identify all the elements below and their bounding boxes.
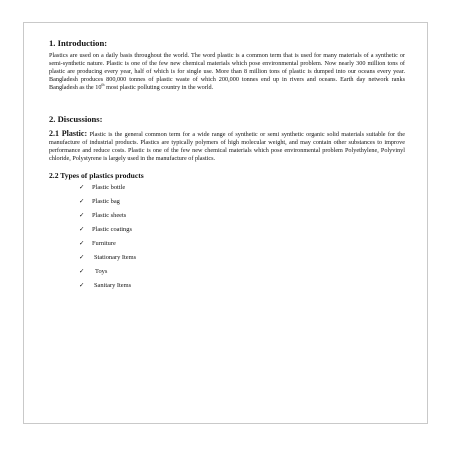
list-item-label: Sanitary Items	[94, 281, 132, 289]
document-body	[49, 38, 405, 296]
checkmark-icon: ✓	[79, 183, 85, 192]
plastic-products-list	[49, 184, 405, 288]
plastic-subheading: 2.1 Plastic:	[49, 129, 88, 139]
checkmark-icon: ✓	[79, 225, 85, 234]
checkmark-icon: ✓	[79, 211, 85, 220]
list-item	[79, 268, 405, 275]
introduction-text: Plastics are used on a daily basis throughout the world. The word plastic is a common term that is used for many materials of a synthetic or semi-synthetic nature. Plastic is one of the few new chemical materials which pose environmental problem. Now nearly 300 million tons of plastic are producing every year, half of which is for single use. More than 8 million tons of plastic is dumped into our oceans every year. Bangladesh produces 800,000 tonnes of plastic waste of which 200,000 tonnes end up in rivers and oceans. Earth day network ranks Bangladesh as the 10	[49, 52, 405, 92]
plastic-text: Plastic is the general common term for a wide range of synthetic or semi synthetic organic solid materials suitable for the manufacture of industrial products. Plastics are typically polymers of high molecular weight, and may contain other substances to improve performance and reduce costs. Plastic is one of the few new chemical materials which pose environmental problem Polyethylene, Polyvinyl chloride, Polystyrene is largely used in the manufacture of plastics.	[49, 131, 405, 163]
list-item	[79, 184, 405, 191]
list-item-label: Furniture	[92, 239, 116, 247]
introduction-paragraph	[49, 52, 405, 92]
list-item	[79, 226, 405, 233]
checkmark-icon: ✓	[79, 280, 85, 289]
checkmark-icon: ✓	[79, 238, 85, 247]
checkmark-icon: ✓	[79, 252, 85, 261]
list-item	[79, 282, 405, 289]
list-item-label: Plastic sheets	[92, 212, 127, 220]
list-item-label: Plastic bottle	[92, 184, 126, 192]
list-item-label: Plastic coatings	[92, 226, 132, 234]
checkmark-icon: ✓	[79, 266, 85, 275]
discussions-heading: 2. Discussions:	[49, 114, 103, 125]
list-item-label: Plastic bag	[92, 198, 120, 206]
list-item	[79, 254, 405, 261]
list-item	[79, 198, 405, 205]
types-heading: 2.2 Types of plastics products	[49, 171, 144, 181]
introduction-heading: 1. Introduction:	[49, 38, 108, 48]
list-item-label: Toys	[95, 267, 108, 275]
checkmark-icon: ✓	[79, 197, 85, 206]
plastic-paragraph	[49, 130, 405, 163]
list-item	[79, 240, 405, 247]
list-item-label: Stationary Items	[94, 253, 137, 261]
list-item	[79, 212, 405, 219]
ordinal-suffix: th	[101, 82, 105, 88]
introduction-text-end: most plastic polluting country in the world.	[104, 84, 214, 92]
